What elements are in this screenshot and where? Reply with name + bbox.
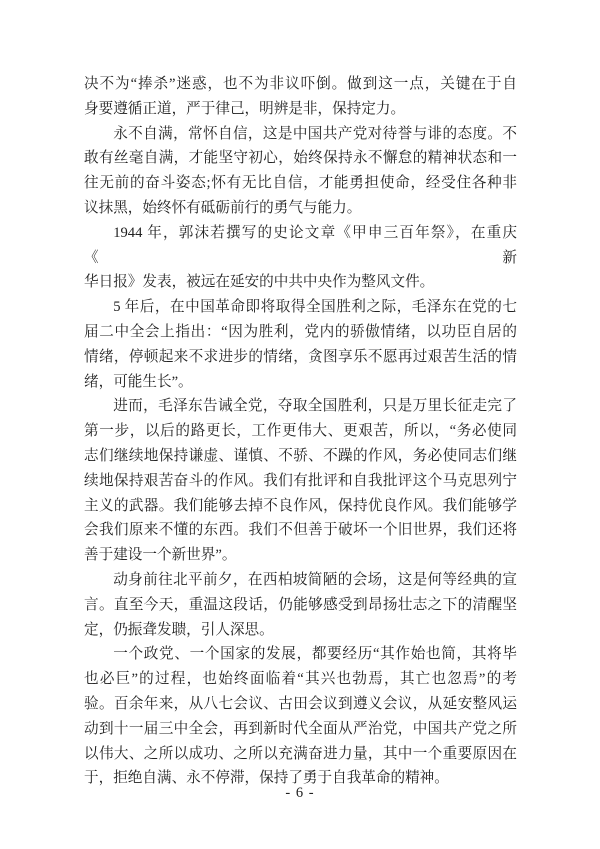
text-line: 善于建设一个新世界”。 — [84, 547, 237, 564]
text-line: 也必巨”的过程，也始终面临着“其兴也勃焉，其亡也忽焉”的考 — [84, 671, 517, 688]
text-line: 情绪，停顿起来不求进步的情绪，贪图享乐不愿再过艰苦生活的情 — [84, 348, 517, 365]
text-line: 往无前的奋斗姿态;怀有无比自信，才能勇担使命，经受住各种非 — [84, 175, 517, 192]
text-line: 身要遵循正道，严于律己，明辨是非，保持定力。 — [84, 100, 406, 117]
text-line: 第一步，以后的路更长，工作更伟大、更艰苦，所以，“务必使同 — [84, 423, 517, 440]
text-line: 华日报》发表，被远在延安的中共中央作为整风文件。 — [84, 274, 435, 291]
text-line: 议抹黑，始终怀有砥砺前行的勇气与能力。 — [84, 199, 362, 216]
text-line: 于，拒绝自满、永不停滞，保持了勇于自我革命的精神。 — [84, 770, 449, 787]
paragraph — [84, 568, 517, 642]
text-line: 主义的武器。我们能够去掉不良作风，保持优良作风。我们能够学 — [84, 497, 517, 514]
text-line: 1944 年，郭沫若撰写的史论文章《甲申三百年祭》，在重庆《新 — [84, 224, 517, 266]
text-line: 验。百余年来，从八七会议、古田会议到遵义会议，从延安整风运 — [84, 695, 517, 712]
text-line: 志们继续地保持谦虚、谨慎、不骄、不躁的作风，务必使同志们继 — [84, 447, 517, 464]
text-line: 届二中全会上指出：“因为胜利，党内的骄傲情绪，以功臣自居的 — [84, 323, 517, 340]
paragraph — [84, 221, 517, 295]
text-line: 进而，毛泽东告诫全党，夺取全国胜利，只是万里长征走完了 — [113, 398, 517, 415]
text-line: 续地保持艰苦奋斗的作风。我们有批评和自我批评这个马克思列宁 — [84, 472, 517, 489]
page-footer — [0, 785, 600, 802]
text-line: 永不自满，常怀自信，这是中国共产党对待誉与诽的态度。不 — [113, 125, 517, 142]
paragraph — [84, 122, 517, 221]
text-line: 绪，可能生长”。 — [84, 373, 193, 390]
text-line: 决不为“捧杀”迷惑，也不为非议吓倒。做到这一点，关键在于自 — [84, 76, 517, 92]
paragraph — [84, 295, 517, 394]
text-line: 一个政党、一个国家的发展，都要经历“其作始也简，其将毕 — [113, 646, 517, 663]
text-line: 5 年后，在中国革命即将取得全国胜利之际，毛泽东在党的七 — [113, 299, 517, 316]
text-line: 动身前往北平前夕，在西柏坡简陋的会场，这是何等经典的宣 — [113, 571, 517, 588]
text-line: 言。直至今天，重温这段话，仍能够感受到昂扬壮志之下的清醒坚 — [84, 596, 517, 613]
paragraph — [84, 394, 517, 568]
page-number: - 6 - — [285, 785, 315, 801]
text-line: 定，仍振聋发聩，引人深思。 — [84, 621, 274, 638]
paragraph — [84, 72, 517, 122]
text-line: 动到十一届三中全会，再到新时代全面从严治党，中国共产党之所 — [84, 720, 517, 737]
text-line: 以伟大、之所以成功、之所以充满奋进力量，其中一个重要原因在 — [84, 745, 517, 762]
document-body — [84, 72, 517, 791]
paragraph — [84, 642, 517, 791]
text-line: 敢有丝毫自满，才能坚守初心，始终保持永不懈怠的精神状态和一 — [84, 150, 517, 167]
text-line: 会我们原来不懂的东西。我们不但善于破坏一个旧世界，我们还将 — [84, 522, 517, 539]
